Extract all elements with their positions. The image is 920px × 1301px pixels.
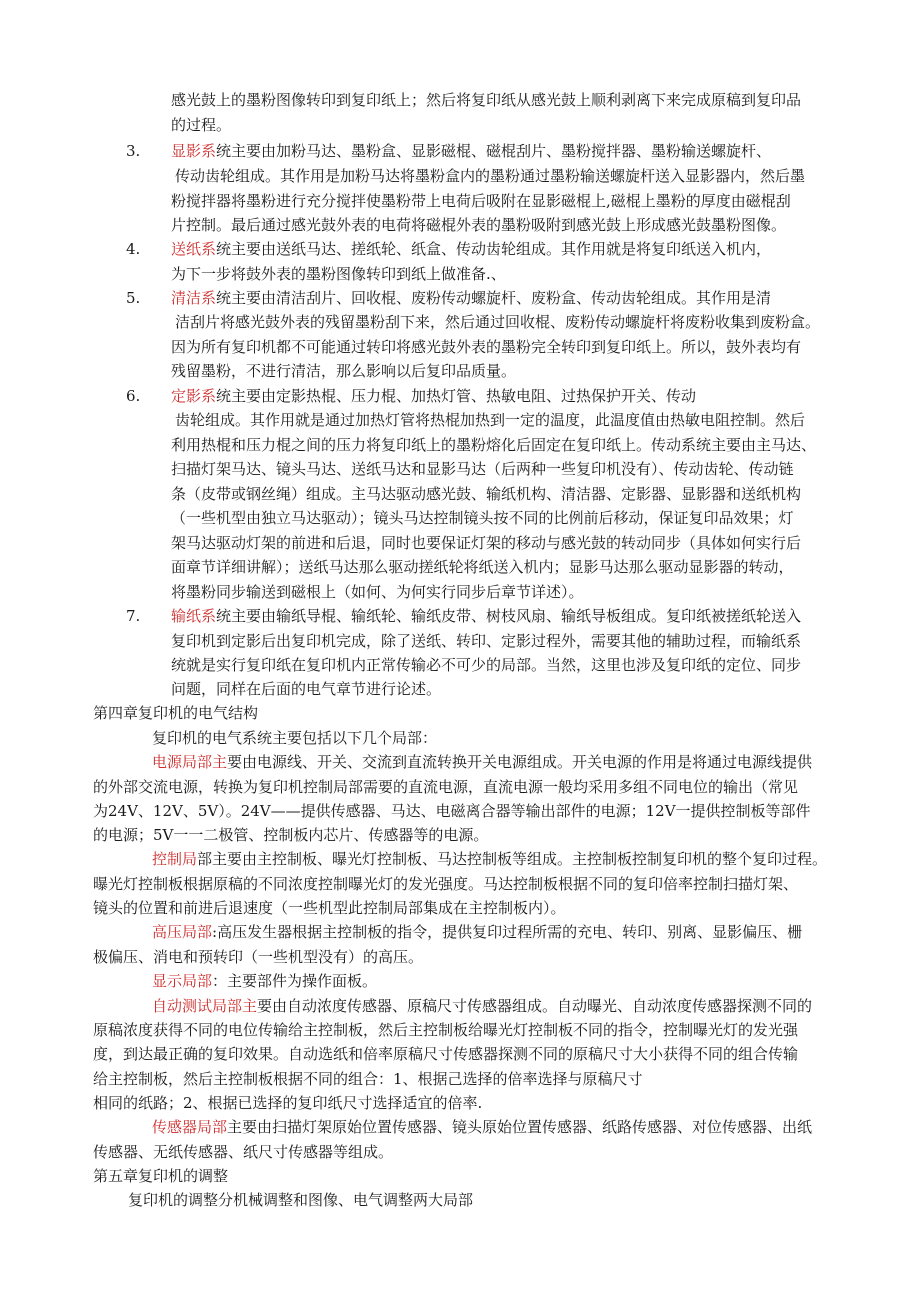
list-item-first-line: [171, 286, 771, 310]
body-text: :高压发生器根据主控制板的指令，提供复印过程所需的充电、转印、别离、显影偏压、栅: [212, 923, 803, 941]
section-first-line: [152, 920, 802, 944]
body-text-line: 传动齿轮组成。其作用是加粉马达将墨粉盒内的墨粉通过墨粉输送螺旋杆送入显影器内，然后墨: [175, 167, 806, 185]
section-heading: 显示局部: [152, 972, 213, 990]
list-item-number: 4.: [126, 240, 141, 258]
section-first-line: [152, 994, 812, 1018]
body-text-line: 条（皮带或钢丝绳）组成。主马达驱动感光鼓、输纸机构、清洁器、定影器、显影器和送纸机构: [171, 485, 802, 503]
section-first-line: [152, 750, 812, 774]
body-text-line: 齿轮组成。其作用就是通过加热灯管将热棍加热到一定的温度，此温度值由热敏电阻控制。然后: [175, 411, 806, 429]
list-item-first-line: [171, 139, 771, 163]
body-text: 要由电源线、开关、交流到直流转换开关电源组成。开关电源的作用是将通过电源线提供: [227, 753, 813, 771]
body-text: ：主要部件为操作面板。: [212, 972, 378, 990]
list-item-first-line: [171, 384, 696, 408]
section-heading: 清洁系: [171, 289, 217, 307]
section-heading: 送纸系: [171, 240, 217, 258]
body-text-line: 利用热棍和压力棍之间的压力将复印纸上的墨粉熔化后固定在复印纸上。传动系统主要由主马达、: [171, 436, 817, 454]
body-text-line: 的外部交流电源，转换为复印机控制局部需要的直流电源，直流电源一般均采用多组不同电位的输出（常见: [93, 778, 799, 796]
body-text: 统主要由输纸导棍、输纸轮、输纸皮带、树枝风扇、输纸导板组成。复印纸被搓纸轮送入: [216, 607, 802, 625]
body-text: 要由自动浓度传感器、原稿尺寸传感器组成。自动曝光、自动浓度传感器探测不同的: [257, 997, 813, 1015]
list-item-number: 5.: [126, 289, 141, 307]
section-heading: 自动测试局部主: [152, 997, 258, 1015]
section-heading: 传感器局部: [152, 1118, 228, 1136]
body-text-line: 粉搅拌器将墨粉进行充分搅拌使墨粉带上电荷后吸附在显影磁棍上,磁棍上墨粉的厚度由磁棍刮: [171, 192, 791, 210]
body-text-line: 复印机到定影后出复印机完成，除了送纸、转印、定影过程外，需要其他的辅助过程，而输纸系: [171, 632, 802, 650]
body-text-line: 因为所有复印机都不可能通过转印将感光鼓外表的墨粉完全转印到复印纸上。所以，鼓外表均有: [171, 338, 802, 356]
body-text-line: 面章节详细讲解）；送纸马达那么驱动搓纸轮将纸送入机内；显影马达那么驱动显影器的转动，: [171, 558, 794, 576]
chapter-intro: 复印机的电气系统主要包括以下几个局部：: [152, 729, 438, 747]
section-first-line: [152, 969, 377, 993]
body-text: 主要由扫描灯架原始位置传感器、镜头原始位置传感器、纸路传感器、对位传感器、出纸: [227, 1118, 813, 1136]
body-text-line: 架马达驱动灯架的前进和后退，同时也要保证灯架的移动与感光鼓的转动同步（具体如何实行后: [171, 534, 802, 552]
body-text-line: 原稿浓度获得不同的电位传输给主控制板，然后主控制板给曝光灯控制板不同的指令，控制曝光灯的发光强: [93, 1021, 799, 1039]
section-heading: 电源局部主: [152, 753, 228, 771]
body-text-line: 相同的纸路；2、根据已选择的复印纸尺寸选择适宜的倍率.: [93, 1094, 483, 1112]
body-text-line: 将墨粉同步输送到磁根上（如何、为何实行同步后章节详述）。: [171, 583, 584, 601]
section-heading: 输纸系: [171, 607, 217, 625]
chapter-title: 第四章复印机的电气结构: [93, 704, 259, 722]
body-text-line: 感光鼓上的墨粉图像转印到复印纸上；然后将复印纸从感光鼓上顺利剥离下来完成原稿到复印品: [171, 91, 802, 109]
body-text-line: 镜头的位置和前进后退速度（一些机型此控制局部集成在主控制板内）。: [93, 899, 566, 917]
body-text-line: 极偏压、消电和预转印（一些机型没有）的高压。: [93, 948, 424, 966]
body-text-line: 的电源；5V一一二极管、控制板内芯片、传感器等的电源。: [93, 826, 489, 844]
list-item-first-line: [171, 237, 771, 261]
list-item-number: 3.: [126, 142, 141, 160]
body-text-line: 给主控制板，然后主控制板根据不同的组合：1、根据己选择的倍率选择与原稿尺寸: [93, 1070, 643, 1088]
section-first-line: [152, 847, 827, 871]
body-text-line: 传感器、无纸传感器、纸尺寸传感器等组成。: [93, 1143, 394, 1161]
body-text: 统主要由加粉马达、墨粉盒、显影磁棍、磁棍刮片、墨粉搅拌器、墨粉输送螺旋杆、: [216, 142, 772, 160]
section-heading: 控制局: [152, 850, 198, 868]
body-text: 统主要由定影热棍、压力棍、加热灯管、热敏电阻、过热保护开关、传动: [216, 387, 697, 405]
section-heading: 显影系: [171, 142, 217, 160]
body-text-line: 统就是实行复印纸在复印机内正常传输必不可少的局部。当然，这里也涉及复印纸的定位、同步: [171, 656, 802, 674]
section-first-line: [152, 1115, 812, 1139]
body-text-line: 度，到达最正确的复印效果。自动选纸和倍率原稿尺寸传感器探测不同的原稿尺寸大小获得不同的组合传输: [93, 1045, 799, 1063]
list-item-first-line: [171, 604, 801, 628]
section-heading: 高压局部: [152, 923, 213, 941]
body-text-line: 洁刮片将感光鼓外表的残留墨粉刮下来，然后通过回收棍、废粉传动螺旋杆将废粉收集到废粉盒。: [175, 313, 821, 331]
body-text-line: 扫描灯架马达、镜头马达、送纸马达和显影马达（后两种一些复印机没有）、传动齿轮、传动链: [171, 460, 794, 478]
body-text: 统主要由清洁刮片、回收棍、废粉传动螺旋杆、废粉盒、传动齿轮组成。其作用是清: [216, 289, 772, 307]
body-text-line: （一些机型由独立马达驱动）；镜头马达控制镜头按不同的比例前后移动，保证复印品效果；灯: [171, 509, 794, 527]
body-text-line: 为下一步将鼓外表的墨粉图像转印到纸上做准备.、: [171, 265, 506, 283]
body-text: 部主要由主控制板、曝光灯控制板、马达控制板等组成。主控制板控制复印机的整个复印过程。: [197, 850, 828, 868]
body-text-line: 问题，同样在后面的电气章节进行论述。: [171, 680, 442, 698]
list-item-number: 6.: [126, 387, 141, 405]
chapter-intro: 复印机的调整分机械调整和图像、电气调整两大局部: [128, 1191, 474, 1209]
body-text-line: 残留墨粉，不进行清洁，那么影响以后复印品质量。: [171, 362, 517, 380]
body-text-line: 片控制。最后通过感光鼓外表的电荷将磁棍外表的墨粉吸附到感光鼓上形成感光鼓墨粉图像。: [171, 216, 787, 234]
body-text-line: 的过程。: [171, 116, 232, 134]
body-text-line: 曝光灯控制板根据原稿的不同浓度控制曝光灯的发光强度。马达控制板根据不同的复印倍率控制扫描灯架、: [93, 875, 799, 893]
list-item-number: 7.: [126, 607, 141, 625]
chapter-title: 第五章复印机的调整: [93, 1167, 229, 1185]
section-heading: 定影系: [171, 387, 217, 405]
body-text-line: 为24V、12V、5V）。24V——提供传感器、马达、电磁离合器等输出部件的电源；12V一提供控制板等部件: [93, 802, 811, 820]
body-text: 统主要由送纸马达、搓纸轮、纸盒、传动齿轮组成。其作用就是将复印纸送入机内，: [216, 240, 772, 258]
